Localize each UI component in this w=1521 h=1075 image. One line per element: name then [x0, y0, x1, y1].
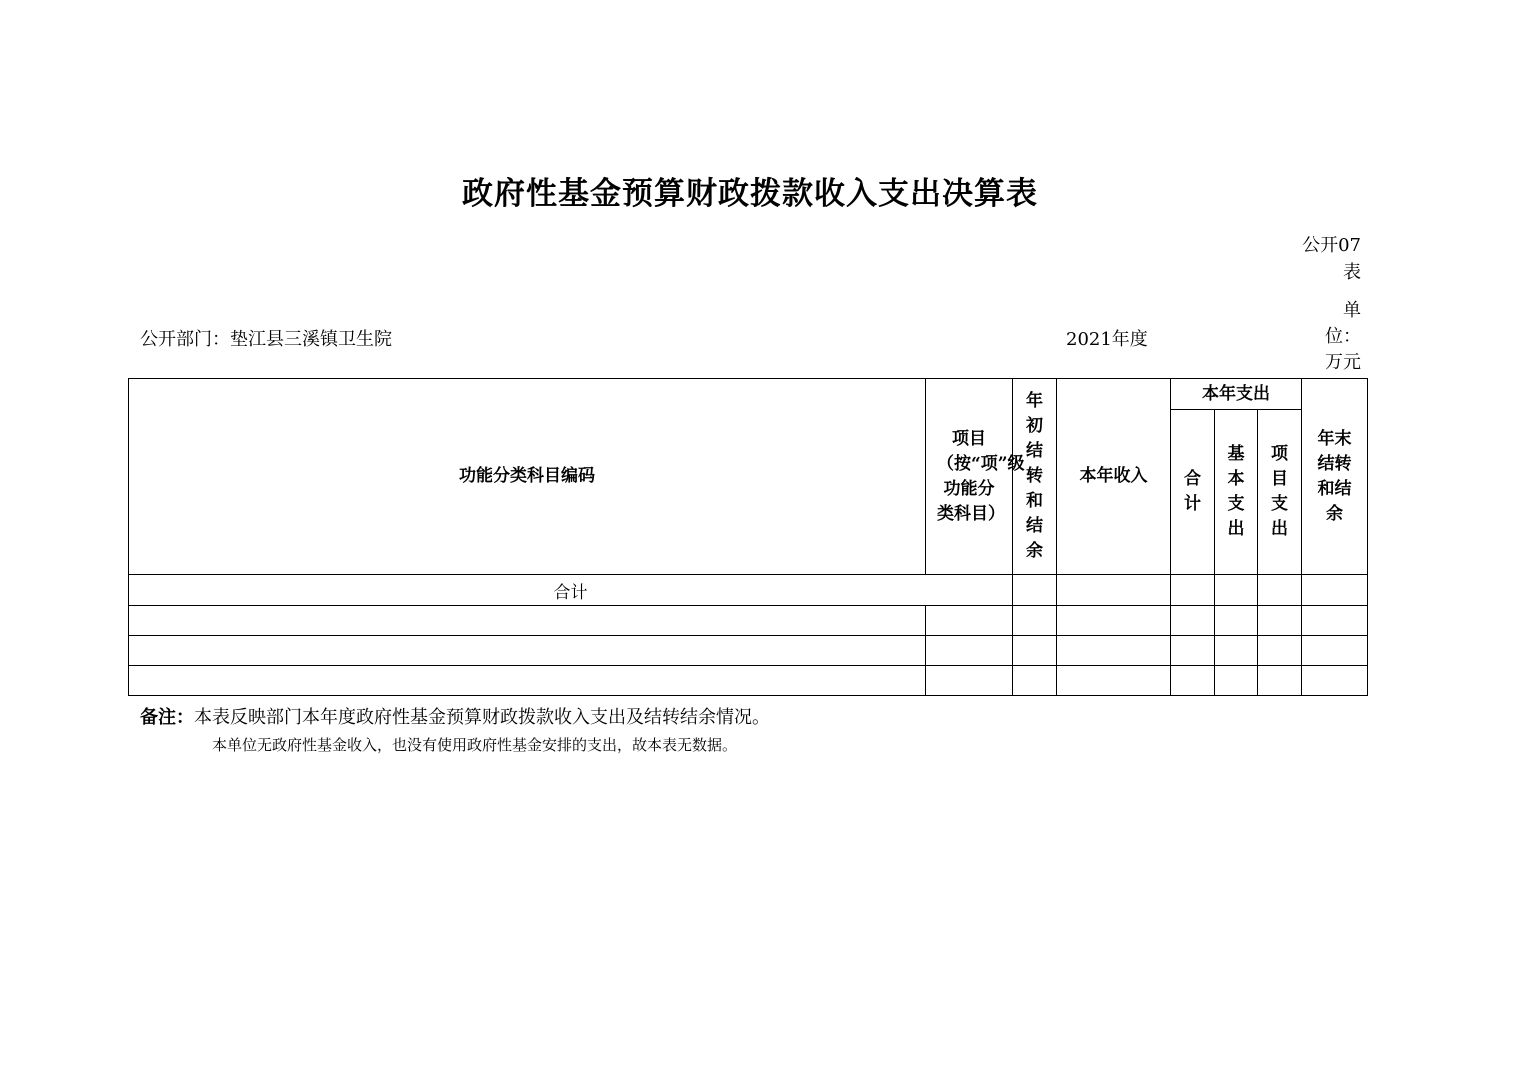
header-begin-balance: 年初结转和结余	[1013, 379, 1057, 575]
table-cell	[1057, 666, 1171, 696]
header-expenditure-group: 本年支出	[1171, 379, 1302, 410]
table-cell	[1258, 636, 1302, 666]
table-cell	[1171, 606, 1215, 636]
table-cell	[1215, 606, 1258, 636]
table-row	[129, 606, 1368, 636]
table-cell	[1057, 606, 1171, 636]
table-cell	[1258, 606, 1302, 636]
table-cell	[129, 666, 926, 696]
notes	[140, 703, 770, 729]
table-cell	[129, 636, 926, 666]
table-cell	[1013, 575, 1057, 606]
table-row	[129, 666, 1368, 696]
fiscal-year: 2021年度	[1066, 329, 1148, 350]
table-cell	[926, 636, 1013, 666]
table-cell	[129, 606, 926, 636]
header-end-balance: 年末结转和结余	[1302, 379, 1368, 575]
table-cell	[926, 606, 1013, 636]
page-title: 政府性基金预算财政拨款收入支出决算表	[462, 176, 1038, 212]
unit-label: 单位：万元	[1325, 300, 1361, 373]
notes-label: 备注：	[140, 707, 194, 728]
budget-table	[128, 378, 1368, 696]
header-exp-total: 合计	[1171, 410, 1215, 575]
header-func-code: 功能分类科目编码	[129, 379, 926, 575]
table-cell	[1013, 666, 1057, 696]
table-cell	[1215, 636, 1258, 666]
table-cell	[1171, 636, 1215, 666]
table-cell	[1171, 575, 1215, 606]
table-cell	[1013, 606, 1057, 636]
header-income: 本年收入	[1057, 379, 1171, 575]
table-row	[129, 636, 1368, 666]
table-cell	[1258, 666, 1302, 696]
header-project: 项目（按“项”级功能分类科目）	[926, 379, 1013, 575]
table-row-total	[129, 575, 1368, 606]
table-cell	[1013, 636, 1057, 666]
header-exp-project: 项目支出	[1258, 410, 1302, 575]
table-cell	[1258, 575, 1302, 606]
table-cell	[926, 666, 1013, 696]
total-label: 合计	[129, 575, 1013, 606]
table-cell	[1302, 636, 1368, 666]
table-cell	[1302, 575, 1368, 606]
table-cell	[1215, 666, 1258, 696]
notes-line2: 本单位无政府性基金收入，也没有使用政府性基金安排的支出，故本表无数据。	[212, 736, 738, 754]
header-exp-basic: 基本支出	[1215, 410, 1258, 575]
table-cell	[1057, 636, 1171, 666]
table-cell	[1171, 666, 1215, 696]
table-cell	[1302, 606, 1368, 636]
notes-line1: 本表反映部门本年度政府性基金预算财政拨款收入支出及结转结余情况。	[194, 707, 770, 728]
table-cell	[1057, 575, 1171, 606]
form-number: 公开07表	[1302, 235, 1361, 283]
department-label: 公开部门：垫江县三溪镇卫生院	[140, 329, 392, 350]
table-cell	[1215, 575, 1258, 606]
table-cell	[1302, 666, 1368, 696]
